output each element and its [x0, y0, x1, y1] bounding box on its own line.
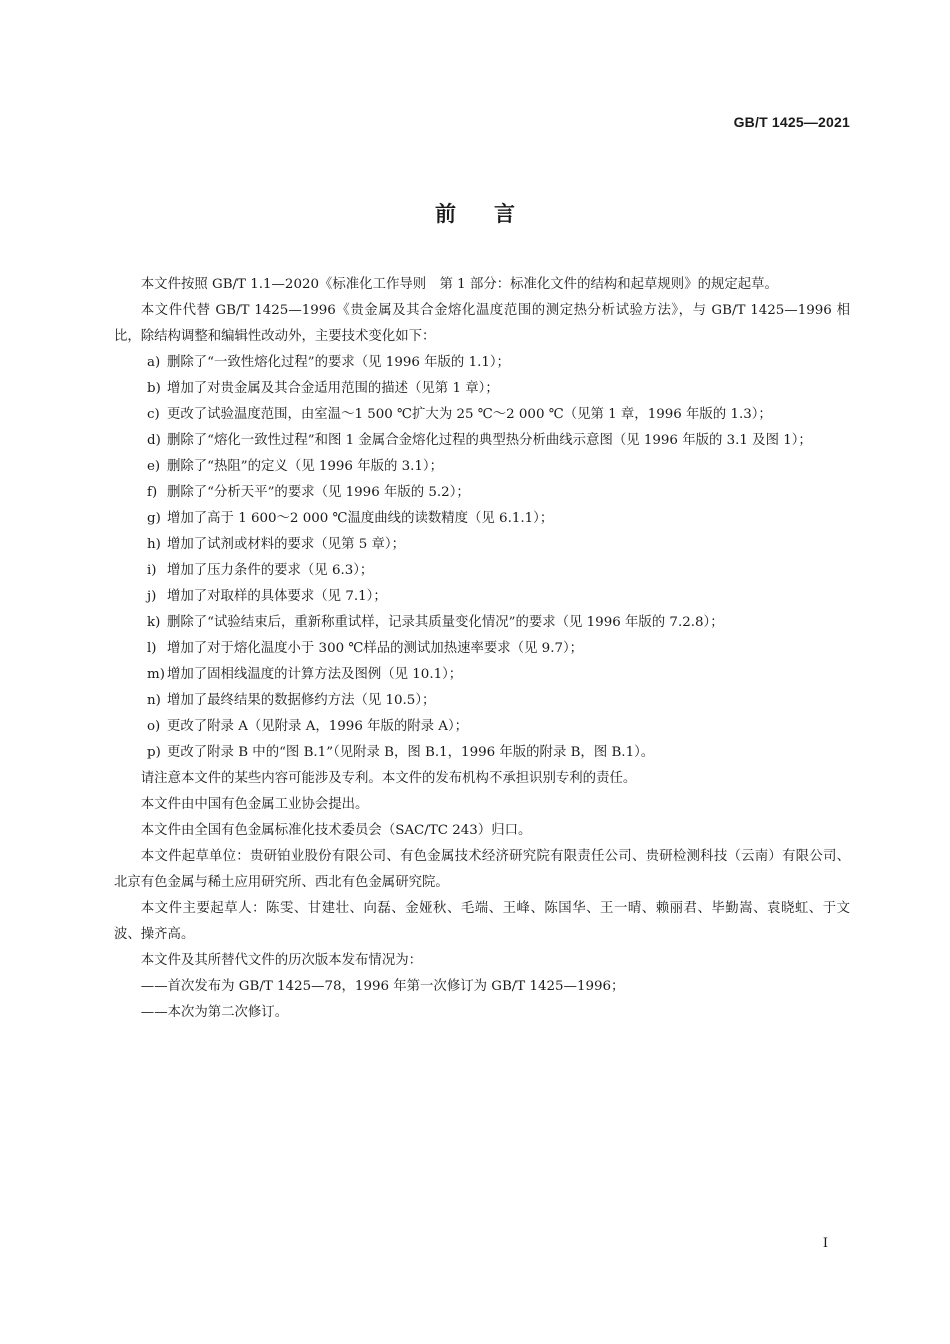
change-item: [114, 584, 850, 610]
history-item: ——首次发布为 GB/T 1425—78，1996 年第一次修订为 GB/T 1425—1996；: [140, 979, 625, 994]
page-title: 前言: [435, 202, 553, 226]
change-item-text: 更改了附录 A（见附录 A，1996 年版的附录 A）；: [167, 719, 469, 734]
change-item-label: l): [147, 641, 157, 656]
change-item: [114, 454, 850, 480]
paragraph: 本文件及其所替代文件的历次版本发布情况为：: [140, 953, 422, 968]
change-item-text: 增加了试剂或材料的要求（见第 5 章）；: [167, 537, 405, 552]
change-item-label: o): [147, 719, 161, 734]
change-item-text: 增加了对贵金属及其合金适用范围的描述（见第 1 章）；: [167, 381, 499, 396]
change-item-label: j): [147, 589, 157, 604]
change-item-text: 更改了试验温度范围，由室温～1 500 ℃扩大为 25 ℃～2 000 ℃（见第 1 章，1996 年版的 1.3）；: [167, 407, 772, 422]
change-item-label: e): [147, 459, 161, 474]
change-item: [114, 688, 850, 714]
change-item-label: k): [147, 615, 161, 630]
change-item: [114, 740, 850, 766]
paragraph: 本文件主要起草人：陈雯、甘建壮、向磊、金娅秋、毛端、王峰、陈国华、王一晴、赖丽君、毕勤嵩、袁晓虹、于文波、操齐高。: [114, 901, 850, 942]
change-item-label: h): [147, 537, 161, 552]
paragraph: 本文件由全国有色金属标准化技术委员会（SAC/TC 243）归口。: [140, 823, 532, 838]
paragraph: 本文件起草单位：贵研铂业股份有限公司、有色金属技术经济研究院有限责任公司、贵研检测科技（云南）有限公司、北京有色金属与稀土应用研究所、西北有色金属研究院。: [114, 849, 850, 890]
change-item-label: c): [147, 407, 160, 422]
change-item: [114, 350, 850, 376]
change-item: [114, 506, 850, 532]
page-number: I: [822, 1236, 828, 1251]
change-item: [114, 532, 850, 558]
intro-paragraph: 本文件代替 GB/T 1425—1996《贵金属及其合金熔化温度范围的测定热分析试验方法》，与 GB/T 1425—1996 相比，除结构调整和编辑性改动外，主要技术变化如下：: [114, 303, 850, 344]
change-item-text: 增加了压力条件的要求（见 6.3）；: [167, 563, 374, 578]
standard-number: GB/T 1425—2021: [733, 114, 850, 130]
change-item: [114, 610, 850, 636]
change-item: [114, 636, 850, 662]
change-item-label: g): [147, 511, 161, 526]
change-item-text: 增加了对于熔化温度小于 300 ℃样品的测试加热速率要求（见 9.7）；: [167, 641, 584, 656]
paragraph: 请注意本文件的某些内容可能涉及专利。本文件的发布机构不承担识别专利的责任。: [140, 771, 637, 786]
change-item: [114, 402, 850, 428]
change-item-text: 增加了固相线温度的计算方法及图例（见 10.1）；: [167, 667, 463, 682]
change-item-label: m): [147, 667, 165, 682]
change-item-text: 更改了附录 B 中的“图 B.1”（见附录 B，图 B.1，1996 年版的附录 B，图 B.1）。: [167, 745, 655, 760]
change-item: [114, 376, 850, 402]
history-item: ——本次为第二次修订。: [140, 1005, 289, 1020]
change-item-label: b): [147, 381, 161, 396]
change-item: [114, 558, 850, 584]
paragraph: 本文件由中国有色金属工业协会提出。: [140, 797, 369, 812]
change-item-label: d): [147, 433, 161, 448]
change-item-label: p): [147, 745, 161, 760]
change-item: [114, 480, 850, 506]
change-item-text: 删除了“一致性熔化过程”的要求（见 1996 年版的 1.1）；: [167, 355, 510, 370]
change-item-text: 增加了对取样的具体要求（见 7.1）；: [167, 589, 387, 604]
change-item-text: 删除了“熔化一致性过程”和图 1 金属合金熔化过程的典型热分析曲线示意图（见 1996 年版的 3.1 及图 1）；: [167, 433, 812, 448]
change-item-label: n): [147, 693, 161, 708]
change-item-text: 删除了“试验结束后，重新称重试样，记录其质量变化情况”的要求（见 1996 年版的 7.2.8）；: [167, 615, 724, 630]
change-item-label: i): [147, 563, 157, 578]
change-item-text: 删除了“热阻”的定义（见 1996 年版的 3.1）；: [167, 459, 443, 474]
change-item-text: 增加了高于 1 600～2 000 ℃温度曲线的读数精度（见 6.1.1）；: [167, 511, 554, 526]
change-item: [114, 714, 850, 740]
change-item-text: 删除了“分析天平”的要求（见 1996 年版的 5.2）；: [167, 485, 470, 500]
preface-body: [114, 272, 850, 1026]
change-item-text: 增加了最终结果的数据修约方法（见 10.5）；: [167, 693, 436, 708]
change-item: [114, 428, 850, 454]
changes-list: [114, 350, 850, 766]
change-item: [114, 662, 850, 688]
change-item-label: f): [147, 485, 158, 500]
change-item-label: a): [147, 355, 161, 370]
intro-paragraph: 本文件按照 GB/T 1.1—2020《标准化工作导则 第 1 部分：标准化文件的结构和起草规则》的规定起草。: [140, 277, 778, 292]
